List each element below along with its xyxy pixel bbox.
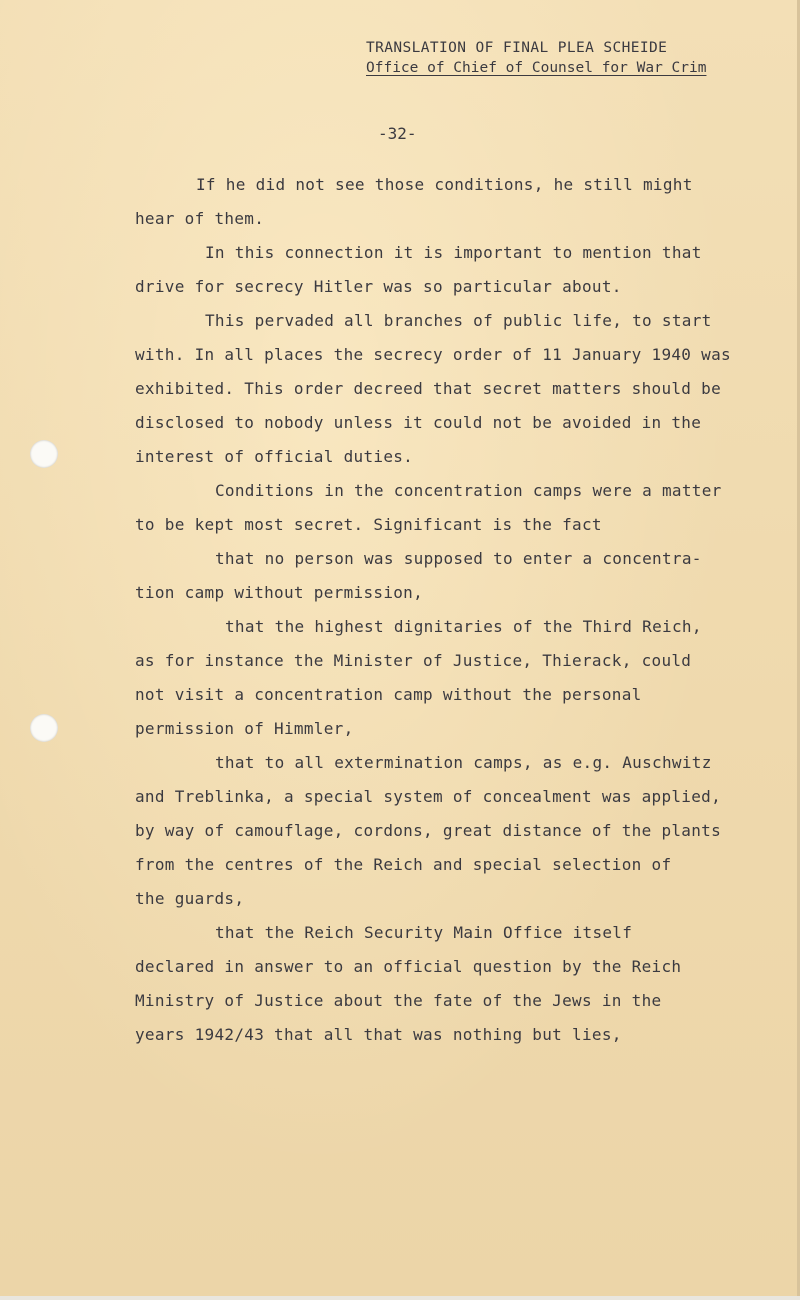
text-line (0, 1018, 800, 1052)
line-text: hear of them. (135, 209, 265, 228)
text-line (0, 916, 800, 950)
text-line (0, 610, 800, 644)
text-line (0, 508, 800, 542)
line-text: tion camp without permission, (135, 583, 424, 602)
line-text: from the centres of the Reich and special selection of (135, 855, 672, 874)
page-edge-bottom (0, 1296, 800, 1300)
text-line (0, 440, 800, 474)
text-line (0, 678, 800, 712)
text-line (0, 848, 800, 882)
line-text: with. In all places the secrecy order of 11 January 1940 was (135, 345, 731, 364)
line-text: and Treblinka, a special system of concealment was applied, (135, 787, 722, 806)
line-text: years 1942/43 that all that was nothing but lies, (135, 1025, 622, 1044)
text-line (0, 950, 800, 984)
line-text: In this connection it is important to mention that (205, 243, 702, 262)
line-text: that to all extermination camps, as e.g. Auschwitz (215, 753, 712, 772)
text-line (0, 542, 800, 576)
document-header (366, 38, 766, 78)
line-text: disclosed to nobody unless it could not be avoided in the (135, 413, 702, 432)
text-line (0, 202, 800, 236)
line-text: declared in answer to an official question by the Reich (135, 957, 682, 976)
line-text: Ministry of Justice about the fate of the Jews in the (135, 991, 662, 1010)
line-text: permission of Himmler, (135, 719, 354, 738)
line-text: as for instance the Minister of Justice, Thierack, could (135, 651, 692, 670)
line-text: that the highest dignitaries of the Third Reich, (225, 617, 702, 636)
text-line (0, 644, 800, 678)
text-line (0, 270, 800, 304)
line-text: exhibited. This order decreed that secret matters should be (135, 379, 722, 398)
text-line (0, 236, 800, 270)
line-text: drive for secrecy Hitler was so particular about. (135, 277, 622, 296)
text-line (0, 576, 800, 610)
text-line (0, 814, 800, 848)
line-text: This pervaded all branches of public life, to start (205, 311, 712, 330)
text-line (0, 406, 800, 440)
text-line (0, 780, 800, 814)
line-text: interest of official duties. (135, 447, 414, 466)
text-line (0, 746, 800, 780)
text-line (0, 712, 800, 746)
header-title: TRANSLATION OF FINAL PLEA SCHEIDE (366, 40, 668, 56)
line-text: Conditions in the concentration camps were a matter (215, 481, 722, 500)
line-text: that the Reich Security Main Office itself (215, 923, 633, 942)
line-text: not visit a concentration camp without the personal (135, 685, 642, 704)
text-line (0, 338, 800, 372)
page-number: -32- (378, 124, 417, 143)
body-text (0, 168, 800, 1052)
line-text: by way of camouflage, cordons, great distance of the plants (135, 821, 722, 840)
line-text: to be kept most secret. Significant is the fact (135, 515, 602, 534)
text-line (0, 372, 800, 406)
line-text: that no person was supposed to enter a concentra- (215, 549, 702, 568)
header-office: Office of Chief of Counsel for War Crim (366, 60, 707, 76)
line-text: the guards, (135, 889, 245, 908)
text-line (0, 168, 800, 202)
line-text: If he did not see those conditions, he still might (196, 175, 693, 194)
text-line (0, 984, 800, 1018)
text-line (0, 304, 800, 338)
text-line (0, 882, 800, 916)
text-line (0, 474, 800, 508)
